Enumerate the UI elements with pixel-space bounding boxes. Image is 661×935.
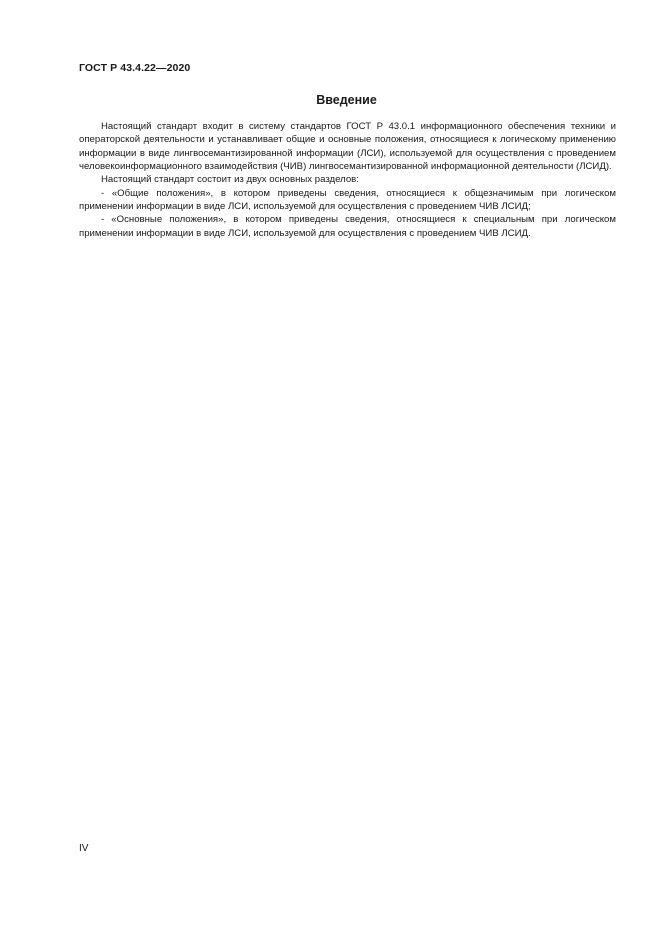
section-body	[79, 120, 616, 240]
document-header: ГОСТ Р 43.4.22—2020	[79, 62, 191, 74]
page-number: IV	[79, 843, 89, 854]
list-item-main: - «Основные положения», в котором приведены сведения, относящиеся к специальным при логическом применении информации в виде ЛСИ, используемой для осуществления с проведением ЧИВ ЛСИД.	[79, 214, 616, 239]
section-title: Введение	[316, 93, 377, 107]
list-item-general: - «Общие положения», в котором приведены сведения, относящиеся к общезначимым при логическом применении информации в виде ЛСИ, используемой для осуществления с проведением ЧИВ ЛСИД;	[79, 187, 616, 213]
paragraph-structure: Настоящий стандарт состоит из двух основных разделов:	[101, 174, 359, 186]
paragraph-intro: Настоящий стандарт входит в систему стандартов ГОСТ Р 43.0.1 информационного обеспечения техники и операторской деятельности и устанавливает общие и основные положения, относящиеся к логическому применению информации в виде лингвосемантизированной информации (ЛСИ), используемой для осуществления с проведением человекоинформационного взаимодействия (ЧИВ) лингвосемантизированной информационной деятельности (ЛСИД).	[79, 121, 616, 173]
